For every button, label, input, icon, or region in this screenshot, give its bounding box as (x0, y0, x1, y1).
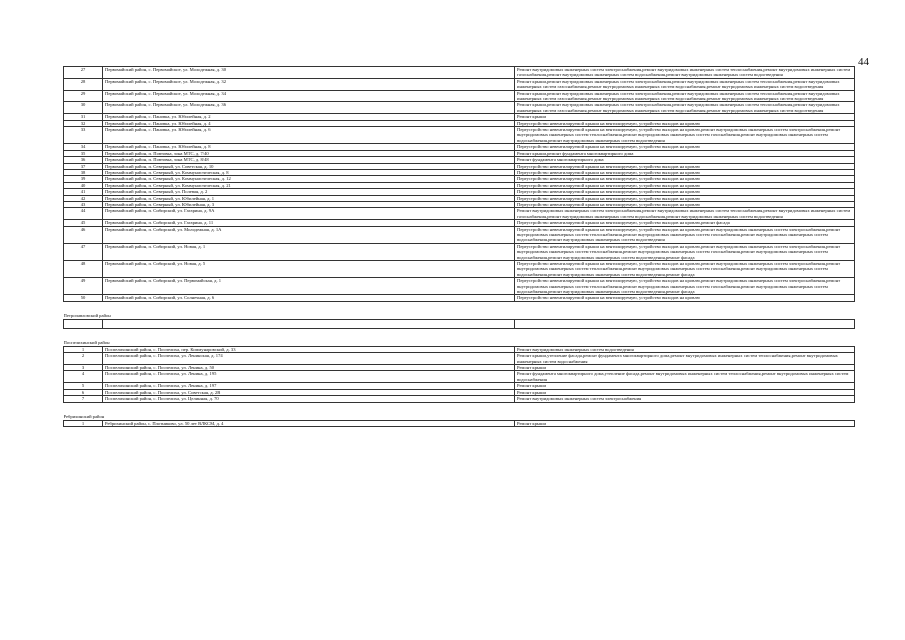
work-types-cell: Переустройство невентилируемой крыши на вентилируемую, устройство выходов на кровлю,ремонт фасада (515, 220, 855, 226)
work-types-cell: Переустройство невентилируемой крыши на вентилируемую, устройство выходов на кровлю (515, 295, 855, 301)
row-number: 37 (64, 163, 103, 169)
row-number: 3 (64, 365, 103, 371)
address-cell: Первомайский район, п. Северный, ул. Юбилейная, д. 3 (103, 201, 515, 207)
work-types-cell: Переустройство невентилируемой крыши на вентилируемую, устройство выходов на кровлю (515, 169, 855, 175)
section-title: Ребрихинский район (64, 402, 855, 420)
work-types-cell: Ремонт крыши,ремонт внутридомовых инженерных систем электроснабжения,ремонт внутридомовых инженерных систем теплоснабжения,ремонт внутридомовых инженерных систем газоснабжения,ремонт внутридомовых инженерных систем водоснабжения,ремонт внутридомовых инженерных систем водоотведения (515, 78, 855, 90)
work-types-cell: Переустройство невентилируемой крыши на вентилируемую, устройство выходов на кровлю (515, 182, 855, 188)
address-cell: Поспелихинский район, с. Поспелиха, ул. Ленина, д. 197 (103, 383, 515, 389)
address-cell: Первомайский район, п. Северный, ул. Коммунистическая, д. 21 (103, 182, 515, 188)
table-row (64, 278, 855, 295)
address-cell: Первомайский район, п. Сибирский, ул. Солнечная, д. 6 (103, 295, 515, 301)
address-cell: Первомайский район, п. Северный, ул. Коммунистическая, д. 8 (103, 169, 515, 175)
address-cell: Первомайский район, п. Северный, ул. Полевая, д. 2 (103, 189, 515, 195)
row-number: 39 (64, 176, 103, 182)
address-cell: Поспелихинский район, с. Поспелиха, ул. Советская, д. 2В (103, 389, 515, 395)
work-types-cell: Переустройство невентилируемой крыши на вентилируемую, устройство выходов на кровлю (515, 201, 855, 207)
table-row (64, 371, 855, 383)
empty-row (64, 319, 855, 328)
work-types-cell: Ремонт крыши (515, 420, 855, 426)
work-types-cell: Переустройство невентилируемой крыши на вентилируемую, устройство выходов на кровлю (515, 163, 855, 169)
address-cell: Первомайский район, п. Сибирский, ул. Новая, д. 5 (103, 261, 515, 278)
address-cell: Первомайский район, с. Первомайское, ул. Молодежная, д. 34 (103, 90, 515, 102)
table-row (64, 208, 855, 220)
row-number: 27 (64, 67, 103, 79)
work-types-cell: Ремонт внутридомовых инженерных систем водоотведения (515, 346, 855, 352)
work-types-cell: Переустройство невентилируемой крыши на вентилируемую, устройство выходов на кровлю (515, 195, 855, 201)
address-cell: Поспелихинский район, с. Поспелиха, ул. Ленинская, д. 174 (103, 353, 515, 365)
section-pospelikhinsky (64, 328, 855, 346)
work-types-cell: Переустройство невентилируемой крыши на вентилируемую, устройство выходов на кровлю,ремонт внутридомовых инженерных систем электроснабжения,ремонт внутридомовых инженерных систем теплоснабжения,ремонт внутридомовых инженерных систем газоснабжения,ремонт внутридомовых инженерных систем водоснабжения,ремонт внутридомовых инженерных систем водоотведения,ремонт фасада (515, 278, 855, 295)
row-number: 31 (64, 114, 103, 120)
table-row (64, 78, 855, 90)
section-header-row (64, 328, 855, 346)
address-cell: Первомайский район, с. Пановка, ул. Юбилейная, д. 8 (103, 144, 515, 150)
row-number: 46 (64, 226, 103, 243)
section-rebrikhinsky (64, 402, 855, 420)
table-row (64, 261, 855, 278)
row-number: 49 (64, 278, 103, 295)
work-types-cell: Ремонт крыши,ремонт внутридомовых инженерных систем электроснабжения,ремонт внутридомовых инженерных систем теплоснабжения,ремонт внутридомовых инженерных систем газоснабжения,ремонт внутридомовых инженерных систем водоснабжения,ремонт внутридомовых инженерных систем водоотведения (515, 102, 855, 114)
work-types-cell: Ремонт фундамента многоквартирного дома,утепление фасада,ремонт внутридомовых инженерных систем теплоснабжения,ремонт внутридомовых инженерных систем водоснабжения (515, 371, 855, 383)
row-number: 35 (64, 150, 103, 156)
work-types-cell: Переустройство невентилируемой крыши на вентилируемую, устройство выходов на кровлю,ремонт внутридомовых инженерных систем электроснабжения,ремонт внутридомовых инженерных систем теплоснабжения,ремонт внутридомовых инженерных систем газоснабжения,ремонт внутридомовых инженерных систем водоснабжения,ремонт внутридомовых инженерных систем водоотведения (515, 226, 855, 243)
row-number: 1 (64, 420, 103, 426)
work-types-cell: Ремонт внутридомовых инженерных систем электроснабжения,ремонт внутридомовых инженерных систем теплоснабжения,ремонт внутридомовых инженерных систем газоснабжения,ремонт внутридомовых инженерных систем водоснабжения,ремонт внутридомовых инженерных систем водоотведения (515, 208, 855, 220)
repair-program-table (63, 66, 855, 427)
table-row (64, 420, 855, 426)
row-number: 48 (64, 261, 103, 278)
address-cell: Ребрихинский район, с. Плотниково, ул. 50 лет ВЛКСМ, д. 4 (103, 420, 515, 426)
row-number: 6 (64, 389, 103, 395)
table-row (64, 226, 855, 243)
work-types-cell: Ремонт крыши (515, 383, 855, 389)
document-table-container (63, 66, 851, 427)
row-number: 34 (64, 144, 103, 150)
address-cell: Первомайский район, с. Первомайское, ул. Молодежная, д. 32 (103, 78, 515, 90)
row-number: 38 (64, 169, 103, 175)
work-types-cell: Переустройство невентилируемой крыши на вентилируемую, устройство выходов на кровлю,ремонт внутридомовых инженерных систем электроснабжения,ремонт внутридомовых инженерных систем теплоснабжения,ремонт внутридомовых инженерных систем газоснабжения,ремонт внутридомовых инженерных систем водоснабжения,ремонт внутридомовых инженерных систем водоотведения (515, 127, 855, 144)
table-row (64, 353, 855, 365)
address-cell: Первомайский район, с. Пановка, ул. Юбилейная, д. 4 (103, 120, 515, 126)
address-cell: Поспелихинский район, с. Поспелиха, ул. Ленина, д. 50 (103, 365, 515, 371)
address-cell: Поспелихинский район, с. Поспелиха, ул. Целинная, д. 70 (103, 396, 515, 402)
row-number: 33 (64, 127, 103, 144)
row-number: 42 (64, 195, 103, 201)
row-number: 29 (64, 90, 103, 102)
table-row (64, 90, 855, 102)
section-title: Петропавловский район (64, 301, 855, 319)
address-cell: Поспелихинский район, с. Поспелиха, ул. Ленина, д. 195 (103, 371, 515, 383)
work-types-cell: Ремонт фундамента многоквартирного дома (515, 157, 855, 163)
row-number: 2 (64, 353, 103, 365)
address-cell: Поспелихинский район, с. Поспелиха, пер. Коммунаровский, д. 33 (103, 346, 515, 352)
work-types-cell: Переустройство невентилируемой крыши на вентилируемую, устройство выходов на кровлю (515, 189, 855, 195)
address-cell: Первомайский район, с. Пановка, ул. Юбилейная, д. 2 (103, 114, 515, 120)
table-row (64, 243, 855, 260)
section-petropavlovsky (64, 301, 855, 328)
row-number: 50 (64, 295, 103, 301)
work-types-cell: Ремонт крыши,утепление фасада,ремонт фундамента многоквартирного дома,ремонт внутридомовых инженерных систем теплоснабжения,ремонт внутридомовых инженерных систем водоснабжения (515, 353, 855, 365)
address-cell: Первомайский район, с. Первомайское, ул. Молодежная, д. 30 (103, 67, 515, 79)
address-cell: Первомайский район, п. Сибирский, ул. Новая, д. 1 (103, 243, 515, 260)
row-number: 44 (64, 208, 103, 220)
address-cell: Первомайский район, п. Сибирский, ул. Первомайская, д. 1 (103, 278, 515, 295)
work-types-cell: Переустройство невентилируемой крыши на вентилируемую, устройство выходов на кровлю,ремонт внутридомовых инженерных систем электроснабжения,ремонт внутридомовых инженерных систем теплоснабжения,ремонт внутридомовых инженерных систем газоснабжения,ремонт внутридомовых инженерных систем водоснабжения,ремонт внутридомовых инженерных систем водоотведения,ремонт фасада (515, 243, 855, 260)
address-cell: Первомайский район, п. Повтовка, зона МТС, д. 8/48 (103, 157, 515, 163)
work-types-cell: Переустройство невентилируемой крыши на вентилируемую, устройство выходов на кровлю (515, 120, 855, 126)
row-number: 1 (64, 346, 103, 352)
row-number: 40 (64, 182, 103, 188)
row-number: 43 (64, 201, 103, 207)
table-body-rebrikha (64, 420, 855, 426)
work-types-cell: Ремонт крыши,ремонт внутридомовых инженерных систем электроснабжения,ремонт внутридомовых инженерных систем теплоснабжения,ремонт внутридомовых инженерных систем газоснабжения,ремонт внутридомовых инженерных систем водоснабжения,ремонт внутридомовых инженерных систем водоотведения (515, 90, 855, 102)
table-body-first (64, 67, 855, 302)
section-header-row (64, 301, 855, 319)
work-types-cell: Ремонт внутридомовых инженерных систем электроснабжения,ремонт внутридомовых инженерных систем теплоснабжения,ремонт внутридомовых инженерных систем газоснабжения,ремонт внутридомовых инженерных систем водоснабжения,ремонт внутридомовых инженерных систем водоотведения (515, 67, 855, 79)
work-types-cell: Переустройство невентилируемой крыши на вентилируемую, устройство выходов на кровлю (515, 176, 855, 182)
work-types-cell: Переустройство невентилируемой крыши на вентилируемую, устройство выходов на кровлю,ремонт внутридомовых инженерных систем электроснабжения,ремонт внутридомовых инженерных систем теплоснабжения,ремонт внутридомовых инженерных систем газоснабжения,ремонт внутридомовых инженерных систем водоснабжения,ремонт внутридомовых инженерных систем водоотведения,ремонт фасада (515, 261, 855, 278)
work-types-cell: Ремонт крыши,ремонт фундамента многоквартирного дома (515, 150, 855, 156)
address-cell: Первомайский район, п. Сибирский, ул. Молодежная, д. 1А (103, 226, 515, 243)
row-number: 41 (64, 189, 103, 195)
page-number: 44 (858, 56, 869, 68)
address-cell: Первомайский район, п. Северный, ул. Юбилейная, д. 1 (103, 195, 515, 201)
section-header-row (64, 402, 855, 420)
work-types-cell: Ремонт крыши (515, 389, 855, 395)
row-number: 5 (64, 383, 103, 389)
address-cell: Первомайский район, с. Пановка, ул. Юбилейная, д. 6 (103, 127, 515, 144)
work-types-cell: Ремонт крыши (515, 114, 855, 120)
table-row (64, 102, 855, 114)
row-number: 47 (64, 243, 103, 260)
table-row (64, 127, 855, 144)
address-cell: Первомайский район, с. Первомайское, ул. Молодежная, д. 36 (103, 102, 515, 114)
row-number: 32 (64, 120, 103, 126)
row-number: 7 (64, 396, 103, 402)
address-cell: Первомайский район, п. Повтовка, зона МТС, д. 7/40 (103, 150, 515, 156)
row-number: 45 (64, 220, 103, 226)
address-cell: Первомайский район, п. Северный, ул. Коммунистическая, д. 12 (103, 176, 515, 182)
address-cell: Первомайский район, п. Сибирский, ул. Гагарина, д. 11 (103, 220, 515, 226)
section-title: Поспелихинский район (64, 328, 855, 346)
table-row (64, 67, 855, 79)
row-number: 36 (64, 157, 103, 163)
work-types-cell: Ремонт внутридомовых инженерных систем электроснабжения (515, 396, 855, 402)
work-types-cell: Переустройство невентилируемой крыши на вентилируемую, устройство выходов на кровлю (515, 144, 855, 150)
address-cell: Первомайский район, п. Сибирский, ул. Гагарина, д. 9А (103, 208, 515, 220)
row-number: 30 (64, 102, 103, 114)
row-number: 28 (64, 78, 103, 90)
work-types-cell: Ремонт крыши (515, 365, 855, 371)
row-number: 4 (64, 371, 103, 383)
table-body-pospelikha (64, 346, 855, 402)
address-cell: Первомайский район, п. Северный, ул. Советская, д. 10 (103, 163, 515, 169)
